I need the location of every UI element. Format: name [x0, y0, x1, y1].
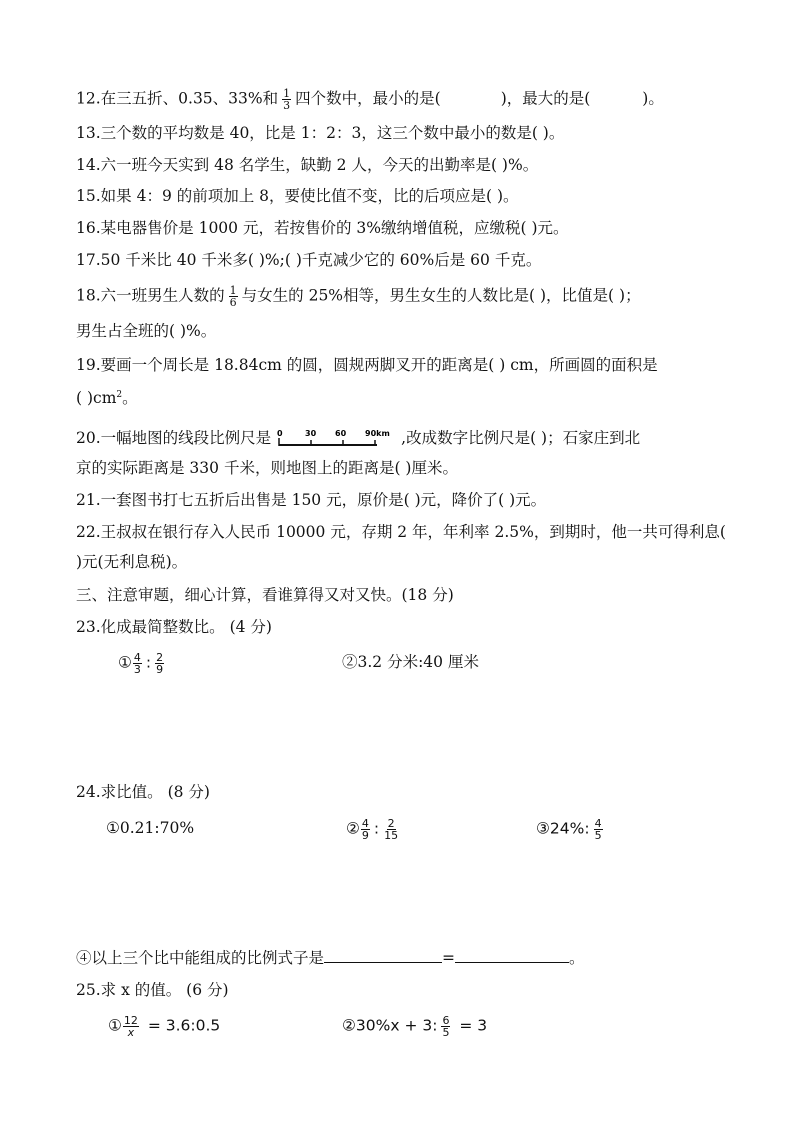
question-22-cont: )元(无利息税)。 — [76, 553, 188, 571]
question-14: 14.六一班今天实到 48 名学生，缺勤 2 人，今天的出勤率是( )%。 — [76, 156, 539, 174]
question-18 — [76, 285, 641, 308]
q19-superscript: 2 — [116, 390, 123, 400]
q24-problem-1: ①0.21:70% — [106, 819, 195, 837]
line-scale-bar-icon — [273, 428, 399, 450]
question-15: 15.如果 4：9 的前项加上 8，要使比值不变，比的后项应是( )。 — [76, 187, 519, 205]
question-20 — [76, 428, 640, 450]
q24-problem-4: ④以上三个比中能组成的比例式子是 = 。 — [76, 949, 585, 967]
q25-problem-1: ① $\frac{12}{x}$ = 3.6:0.5 — [108, 1014, 221, 1039]
q12-text-a: 12.在三五折、0.35、33%和 — [76, 89, 279, 108]
section-3-heading: 三、注意审题，细心计算，看谁算得又对又快。(18 分) — [76, 586, 454, 604]
q23-problem-2: ②3.2 分米:40 厘米 — [342, 653, 479, 671]
fraction-one-third: $\frac{1}{3}$ — [283, 87, 291, 112]
answer-underline[interactable] — [455, 948, 569, 963]
q19-text-b: ( )cm — [76, 389, 117, 408]
question-25-title: 25.求 x 的值。 (6 分) — [76, 981, 229, 999]
q19-text-c: 。 — [122, 389, 138, 408]
question-13: 13.三个数的平均数是 40，比是 1：2：3，这三个数中最小的数是( )。 — [76, 124, 565, 142]
q24-problem-3: ③24%: $\frac{4}{5}$ — [536, 817, 602, 842]
question-19: 19.要画一个周长是 18.84cm 的圆，圆规两脚叉开的距离是( ) cm，所画圆的面积是 — [76, 356, 658, 374]
q18-text-a: 18.六一班男生人数的 — [76, 286, 225, 305]
question-23-title: 23.化成最简整数比。 (4 分) — [76, 618, 272, 636]
q12-text-b: 四个数中，最小的是( — [295, 89, 441, 108]
scale-label: 90km — [365, 429, 390, 438]
scale-label: 0 — [277, 429, 283, 438]
question-19-cont — [76, 385, 138, 408]
q20-text-b: ,改成数字比例尺是( )；石家庄到北 — [401, 429, 641, 447]
question-12 — [76, 88, 664, 111]
scale-label: 60 — [335, 429, 347, 438]
question-16: 16.某电器售价是 1000 元，若按售价的 3%缴纳增值税，应缴税( )元。 — [76, 219, 569, 237]
question-18-cont: 男生占全班的( )%。 — [76, 322, 217, 340]
scale-label: 30 — [305, 429, 317, 438]
question-24-title: 24.求比值。 (8 分) — [76, 783, 210, 801]
q12-text-c: )，最大的是( — [500, 89, 591, 108]
q12-text-d: )。 — [642, 89, 664, 108]
question-17: 17.50 千米比 40 千米多( )%;( )千克减少它的 60%后是 60 千克。 — [76, 251, 542, 269]
question-20-cont: 京的实际距离是 330 千米，则地图上的距离是( )厘米。 — [76, 459, 458, 477]
question-21: 21.一套图书打七五折后出售是 150 元，原价是( )元，降价了( )元。 — [76, 491, 547, 509]
fraction-one-sixth: $\frac{1}{6}$ — [229, 284, 237, 309]
answer-underline[interactable] — [324, 948, 442, 963]
q24-problem-2: ② $\frac{4}{9}$ : $\frac{2}{15}$ — [346, 817, 399, 842]
q20-text-a: 20.一幅地图的线段比例尺是 — [76, 429, 272, 447]
q18-text-b: 与女生的 25%相等，男生女生的人数比是( )，比值是( )； — [241, 286, 641, 305]
q25-problem-2: ②30%x + 3: $\frac{6}{5}$ = 3 — [342, 1014, 488, 1039]
question-22: 22.王叔叔在银行存入人民币 10000 元，存期 2 年，年利率 2.5%，到期时，他一共可得利息( — [76, 523, 726, 541]
q23-problem-1: ① $\frac{4}{3}$ : $\frac{2}{9}$ — [118, 651, 164, 676]
